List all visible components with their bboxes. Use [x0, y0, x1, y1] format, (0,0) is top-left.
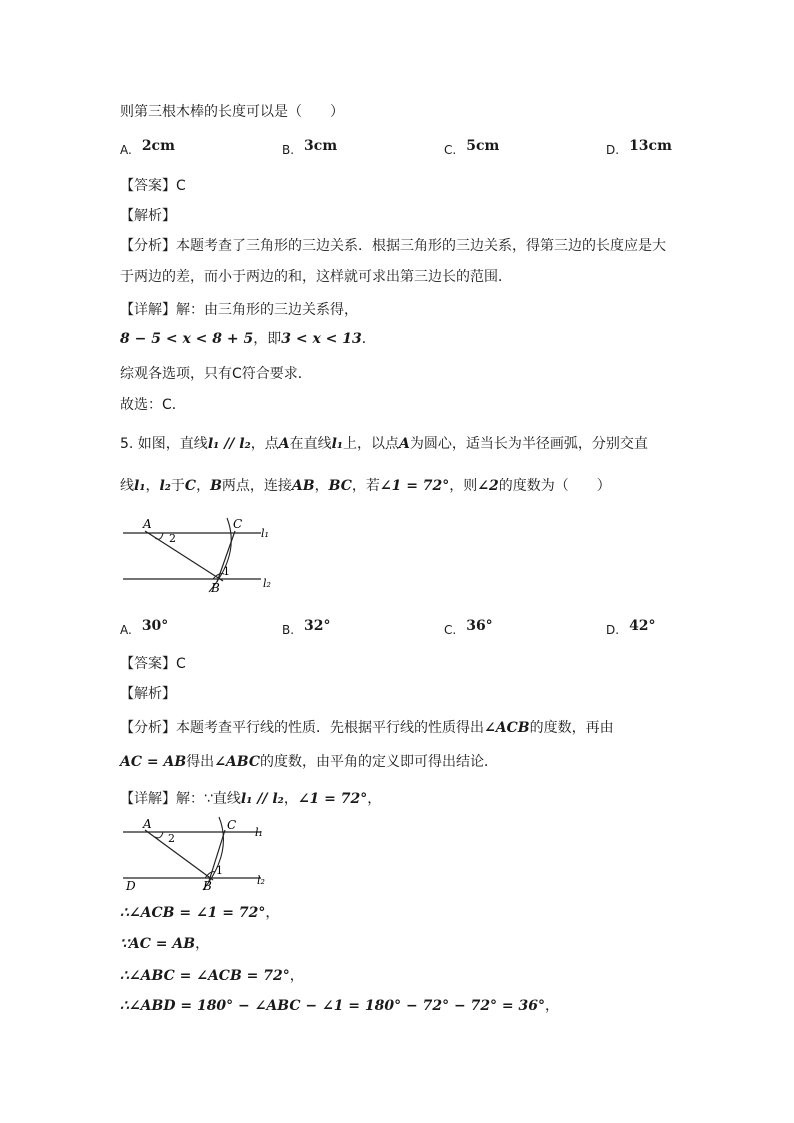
stem-text: ，点: [250, 436, 279, 452]
figure-label-a: A: [143, 517, 152, 531]
q4-inequality: [120, 329, 376, 349]
math-step: ∵AC = AB: [120, 936, 196, 952]
option-letter: C.: [444, 143, 457, 157]
detail-text: ，: [283, 791, 298, 807]
q5-option-b[interactable]: [282, 618, 331, 638]
q4-conclusion: 综观各选项，只有C符合要求．: [120, 366, 312, 382]
detail-text: ，: [367, 791, 382, 807]
stem-text: ，: [196, 478, 211, 494]
stem-text: 于: [170, 478, 185, 494]
option-value: 30°: [141, 618, 169, 634]
q5-stem-line-1: [120, 434, 648, 454]
inequality-sep: ，即: [253, 331, 282, 347]
step-punct: ，: [265, 905, 280, 921]
math-angle2: ∠2: [477, 478, 499, 494]
math-step: ∴∠ABD = 180° − ∠ABC − ∠1 = 180° − 72° − 72° = 36°: [120, 998, 546, 1014]
figure-label-angle2: 2: [169, 532, 176, 545]
math-l1: l₁: [207, 436, 220, 452]
option-value: 36°: [466, 618, 493, 634]
q4-jiexi: 【解析】: [120, 208, 176, 224]
stem-text: 5. 如图，直线: [120, 436, 208, 452]
analysis-text: 得出: [186, 754, 215, 770]
math-ab: AB: [291, 478, 315, 494]
figure-label-l1: l₁: [261, 527, 269, 540]
math-point-a: A: [278, 436, 290, 452]
q5-step-4: [120, 996, 559, 1016]
option-letter: C.: [444, 623, 457, 637]
option-value: 5cm: [466, 138, 500, 154]
stem-text: ，: [145, 478, 160, 494]
figure-label-l1: l₁: [255, 826, 263, 839]
option-value: 3cm: [304, 138, 338, 154]
q5-analysis-line-2: [120, 752, 498, 772]
stem-text: ，: [314, 478, 329, 494]
figure-label-angle2: 2: [168, 832, 175, 845]
option-letter: D.: [606, 143, 620, 157]
q5-analysis-line-1: [120, 718, 614, 738]
q4-analysis-line-1: 【分析】本题考查了三角形的三边关系．根据三角形的三边关系，得第三边的长度应是大: [120, 238, 666, 254]
option-letter: A.: [120, 143, 132, 157]
math-ac-eq-ab: AC = AB: [120, 754, 187, 770]
math-l1: l₁: [240, 791, 253, 807]
math-l2: l₂: [272, 791, 284, 807]
figure-label-angle1: 1: [223, 565, 230, 578]
q4-stem-tail: 则第三根木棒的长度可以是（ ）: [120, 104, 344, 120]
figure-label-d: D: [126, 879, 136, 893]
q4-option-c[interactable]: [444, 138, 500, 158]
analysis-text: 的度数，由平角的定义即可得出结论．: [260, 754, 499, 770]
stem-text: 为圆心，适当长为半径画弧，分别交直: [409, 436, 648, 452]
q4-analysis-line-2: 于两边的差，而小于两边的和，这样就可求出第三边长的范围．: [120, 269, 512, 285]
option-value: 2cm: [141, 138, 175, 154]
q5-options: [120, 618, 680, 646]
figure-label-l2: l₂: [263, 577, 271, 590]
figure-label-c: C: [233, 517, 243, 531]
option-value: 13cm: [629, 138, 672, 154]
option-value: 32°: [304, 618, 331, 634]
figure-label-l2: l₂: [257, 874, 265, 887]
math-bc: BC: [328, 478, 352, 494]
stem-text: 两点，连接: [221, 478, 292, 494]
option-letter: D.: [606, 623, 620, 637]
q4-option-d[interactable]: [606, 138, 672, 158]
math-parallel: //: [252, 791, 273, 807]
figure-label-angle1: 1: [216, 864, 223, 877]
option-letter: A.: [120, 623, 132, 637]
q5-option-c[interactable]: [444, 618, 493, 638]
q4-options: [120, 138, 680, 166]
q5-option-d[interactable]: [606, 618, 656, 638]
stem-text: 在直线: [289, 436, 332, 452]
q5-option-a[interactable]: [120, 618, 169, 638]
stem-text: 线: [120, 478, 134, 494]
math-angle1-eq: ∠1 = 72°: [379, 478, 450, 494]
math-point-a: A: [399, 436, 410, 452]
math-step: ∴∠ABC = ∠ACB = 72°: [120, 968, 290, 984]
figure-label-a: A: [143, 817, 152, 831]
math-l2: l₂: [159, 478, 171, 494]
math-parallel: //: [219, 436, 240, 452]
inequality-end: ．: [361, 331, 376, 347]
stem-text: 上，以点: [343, 436, 400, 452]
detail-text: 【详解】解：∵直线: [120, 791, 241, 807]
q5-jiexi: 【解析】: [120, 686, 176, 702]
step-punct: ，: [289, 968, 304, 984]
q5-figure: [115, 512, 285, 598]
math-l1: l₁: [134, 478, 146, 494]
figure-label-b: B: [211, 581, 220, 595]
analysis-text: 【分析】本题考查平行线的性质．先根据平行线的性质得出: [120, 720, 484, 736]
math-l1: l₁: [331, 436, 344, 452]
math-angle-acb: ∠ACB: [484, 720, 530, 736]
q4-answer: 【答案】C: [120, 178, 186, 194]
math-angle1-eq: ∠1 = 72°: [297, 791, 368, 807]
option-value: 42°: [629, 618, 656, 634]
step-punct: ，: [545, 998, 560, 1014]
math-l2: l₂: [239, 436, 251, 452]
figure-label-b: B: [203, 879, 212, 893]
figure-label-c: C: [227, 818, 237, 832]
q5-step-1: [120, 903, 279, 923]
math-step: ∴∠ACB = ∠1 = 72°: [120, 905, 266, 921]
option-letter: B.: [282, 623, 295, 637]
option-letter: B.: [282, 143, 295, 157]
analysis-text: 的度数，再由: [529, 720, 614, 736]
q4-choose: 故选：C．: [120, 397, 186, 413]
inequality-b: 3 < x < 13: [281, 331, 362, 347]
inequality-a: 8 − 5 < x < 8 + 5: [120, 331, 254, 347]
math-point-c: C: [184, 478, 197, 494]
stem-text: 的度数为（ ）: [498, 478, 611, 494]
q5-answer: 【答案】C: [120, 656, 186, 672]
q4-detail-line: 【详解】解：由三角形的三边关系得，: [120, 302, 358, 318]
math-angle-abc: ∠ABC: [214, 754, 261, 770]
q5-solution-figure: [115, 812, 285, 894]
q4-option-b[interactable]: [282, 138, 338, 158]
math-point-b: B: [210, 478, 222, 494]
stem-text: ，则: [449, 478, 478, 494]
q5-stem-line-2: [120, 476, 611, 496]
stem-text: ，若: [351, 478, 380, 494]
q5-step-2: [120, 934, 209, 954]
q5-detail-line: [120, 789, 381, 809]
q5-step-3: [120, 966, 304, 986]
q4-option-a[interactable]: [120, 138, 175, 158]
step-punct: ，: [195, 936, 210, 952]
